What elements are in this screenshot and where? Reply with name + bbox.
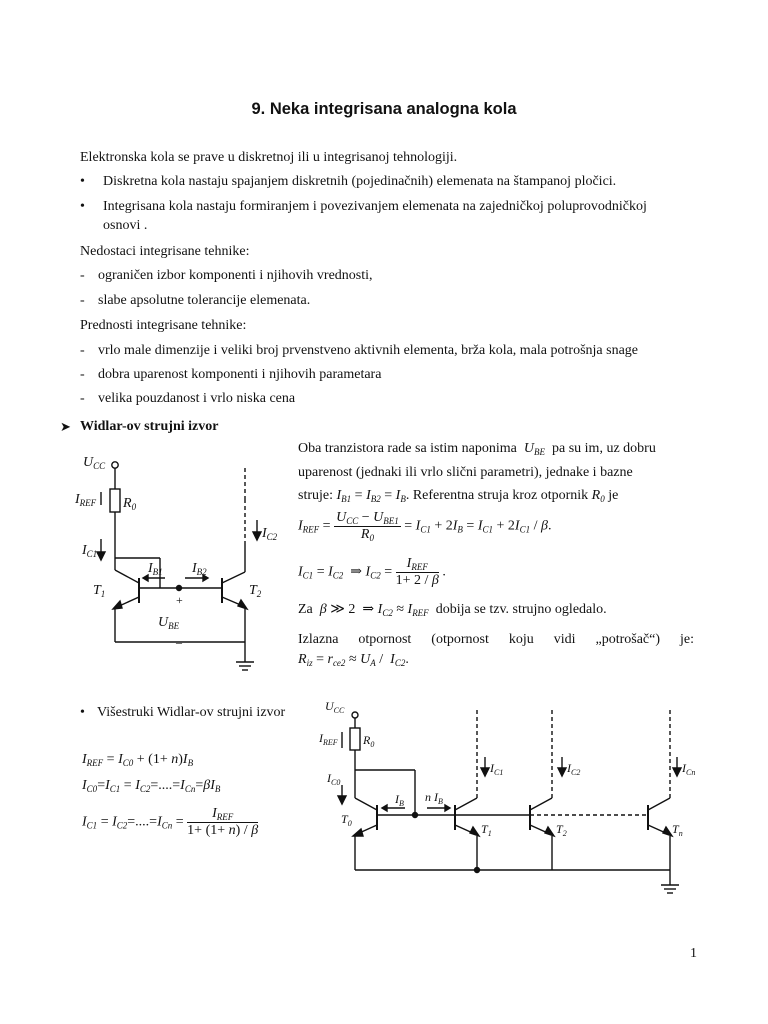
label-t0: $T_0$ [341, 812, 352, 828]
arrow-bullet-icon: ➤ [60, 419, 71, 434]
label-ic0: $I_{C0}$ [327, 771, 341, 787]
label-nib: n $I_B$ [425, 790, 443, 806]
bullet-discrete: Diskretna kola nastaju spajanjem diskretnih (pojedinačnih) elemenata na štampanoj pločici. [103, 174, 617, 189]
advantage-item: velika pouzdanost i vrlo niska cena [98, 391, 296, 406]
label-t1-multi: $T_1$ [481, 822, 492, 838]
label-minus: – [176, 635, 182, 649]
advantage-item: vrlo male dimenzije i veliki broj prvenstveno aktivnih elementa, brža kola, mala potrošnja snage [98, 343, 638, 358]
output-resistance-line: Izlazna otpornost (otpornost koju vidi „potrošač“) je: [298, 632, 694, 647]
label-ib2: $I_{B2}$ [192, 561, 207, 577]
multi-widlar-bullet: Višestruki Widlar-ov strujni izvor [97, 705, 286, 720]
label-t1: $T_1$ [93, 583, 106, 599]
label-iref: $I_{REF}$ [75, 492, 97, 508]
widlar-paragraph-line2: uparenost (jednaki ili vrlo slični parametri), jednake i bazne [298, 465, 633, 480]
disadvantage-item: ograničen izbor komponenti i njihovih vrednosti, [98, 268, 373, 283]
intro-paragraph: Elektronska kola se prave u diskretnoj ili u integrisanoj tehnologiji. [80, 150, 458, 165]
label-r0-multi: $R_0$ [363, 733, 375, 749]
label-ucc-multi: $U_{CC}$ [325, 699, 345, 715]
advantage-item: dobra uparenost komponenti i njihovih parametara [98, 367, 382, 382]
eq-beta-mirror: Za β ≫ 2 ⇒ $I_{C2} \approx I_{REF}$ dobija se tzv. strujno ogledalo. [298, 602, 607, 618]
label-ucc: $U_{CC}$ [83, 455, 106, 471]
dash: - [80, 268, 85, 283]
label-r0: $R_0$ [123, 496, 137, 512]
bullet-integrated-cont: osnovi . [103, 218, 148, 233]
label-ic2-multi: $I_{C2}$ [567, 761, 581, 777]
bullet-dot: • [80, 199, 85, 214]
label-ic1-multi: $I_{C1}$ [490, 761, 504, 777]
widlar-heading: Widlar-ov strujni izvor [80, 419, 219, 434]
advantages-heading: Prednosti integrisane tehnike: [80, 318, 247, 333]
page-title: 9. Neka integrisana analogna kola [251, 100, 517, 118]
label-t2: $T_2$ [249, 583, 262, 599]
dash: - [80, 293, 85, 308]
widlar-paragraph-line3: struje: $I_{B1} = I_{B2} = I_B$. Referentna struja kroz otpornik $R_0$ je [298, 488, 619, 504]
eq-multi-iref: $I_{REF} = I_{C0} + (1+ n)I_B$ [82, 752, 194, 768]
bullet-dot: • [80, 705, 85, 720]
widlar-paragraph-line1: Oba tranzistora rade sa istim naponima $U_{BE}$ pa su im, uz dobru [298, 441, 656, 457]
label-tn: $T_n$ [672, 822, 683, 838]
dash: - [80, 391, 85, 406]
dash: - [80, 367, 85, 382]
label-t2-multi: $T_2$ [556, 822, 567, 838]
dash: - [80, 343, 85, 358]
label-ib1: $I_{B1}$ [148, 561, 163, 577]
bullet-integrated: Integrisana kola nastaju formiranjem i povezivanjem elemenata na zajedničkoj poluprovodničkoj [103, 199, 647, 214]
eq-ic-equal: $I_{C1} = I_{C2}$ ⇒ $I_{C2}$ = $\frac{I_{REF}}{1+ 2 / \beta}$ . [298, 556, 446, 588]
eq-iref: $I_{REF}$ = $\frac{U_{CC} - U_{BE1}}{R_0}$ = $I_{C1} + 2I_B = I_{C1} + 2I_{C1} / \beta$. [298, 510, 552, 543]
label-plus: + [176, 593, 183, 607]
eq-multi-ic-equal: $I_{C0}=I_{C1} = I_{C2}=....=I_{Cn}=\beta I_B$ [82, 778, 221, 794]
eq-output-resistance: $R_{iz} = r_{ce2} \approx U_A / I_{C2}$. [298, 652, 409, 668]
label-icn: $I_{Cn}$ [682, 761, 696, 777]
label-ic1: $I_{C1}$ [82, 543, 98, 559]
label-ube: $U_{BE}$ [158, 615, 180, 631]
label-ib-multi: $I_B$ [395, 792, 404, 808]
disadvantage-item: slabe apsolutne tolerancije elemenata. [98, 293, 311, 308]
label-iref-multi: $I_{REF}$ [319, 731, 338, 747]
disadvantages-heading: Nedostaci integrisane tehnike: [80, 244, 250, 259]
eq-multi-ic: $I_{C1} = I_{C2}=....=I_{Cn}$ = $\frac{I_{REF}}{1+ (1+ n) / \beta}$ [82, 806, 259, 838]
bullet-dot: • [80, 174, 85, 189]
label-ic2: $I_{C2}$ [262, 526, 278, 542]
page-number: 1 [690, 946, 697, 961]
